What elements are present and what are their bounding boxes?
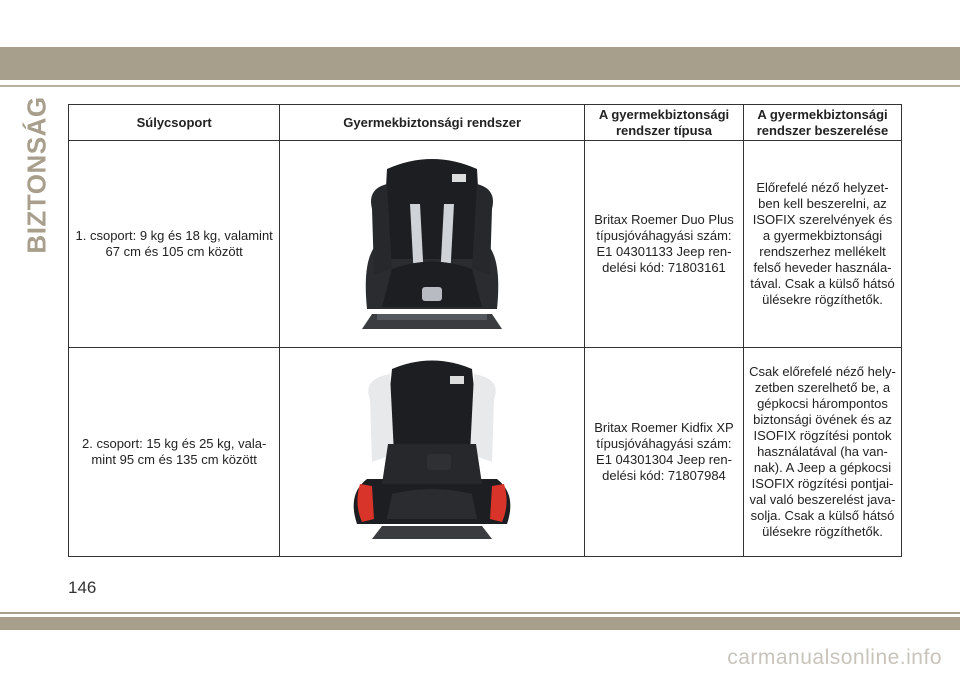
cell-weight-group: 1. csoport: 9 kg és 18 kg, valamint 67 cm és 105 cm között [69, 141, 280, 348]
duo-plus-seat-image [332, 149, 532, 339]
cell-seat-image [280, 141, 585, 348]
kidfix-xp-seat-image [332, 354, 532, 550]
footer-rule [0, 612, 960, 614]
cell-installation: Csak előrefelé néző hely- zetben szerelhető be, a gépkocsi hárompontos biztonsági övének és az ISOFIX rögzítési pontok használatával (ha van- nak). A Jeep a gépkocsi ISOFIX rögzítési pontjai- val való beszerelést java- solja. Csak a külső hátsó ülésekre rögzíthetők. [743, 348, 901, 557]
table-row [69, 348, 902, 557]
header-rule [0, 85, 960, 87]
header-weight-group: Súlycsoport [69, 105, 280, 141]
page-number: 146 [68, 578, 97, 597]
header-installation: A gyermekbiztonsági rendszer beszerelése [743, 105, 901, 141]
footer-band [0, 617, 960, 630]
cell-weight-group: 2. csoport: 15 kg és 25 kg, vala- mint 95 cm és 135 cm között [69, 348, 280, 557]
cell-seat-image [280, 348, 585, 557]
header-child-seat: Gyermekbiztonsági rendszer [280, 105, 585, 141]
section-label-text: BIZTONSÁG [21, 96, 52, 254]
watermark: carmanualsonline.info [727, 646, 942, 669]
header-band [0, 47, 960, 80]
header-seat-type: A gyermekbiztonsági rendszer típusa [584, 105, 743, 141]
section-label [21, 96, 52, 254]
table-header-row [69, 105, 902, 141]
cell-seat-type: Britax Roemer Duo Plus típusjóváhagyási szám: E1 04301133 Jeep ren- delési kód: 71803161 [584, 141, 743, 348]
child-seat-table [68, 104, 902, 557]
cell-seat-type: Britax Roemer Kidfix XP típusjóváhagyási szám: E1 04301304 Jeep ren- delési kód: 71807984 [584, 348, 743, 557]
cell-installation: Előrefelé néző helyzet- ben kell beszerelni, az ISOFIX szerelvények és a gyermekbiztonsági rendszerhez mellékelt felső heveder használa- tával. Csak a külső hátsó ülésekre rögzíthetők. [743, 141, 901, 348]
table-row [69, 141, 902, 348]
